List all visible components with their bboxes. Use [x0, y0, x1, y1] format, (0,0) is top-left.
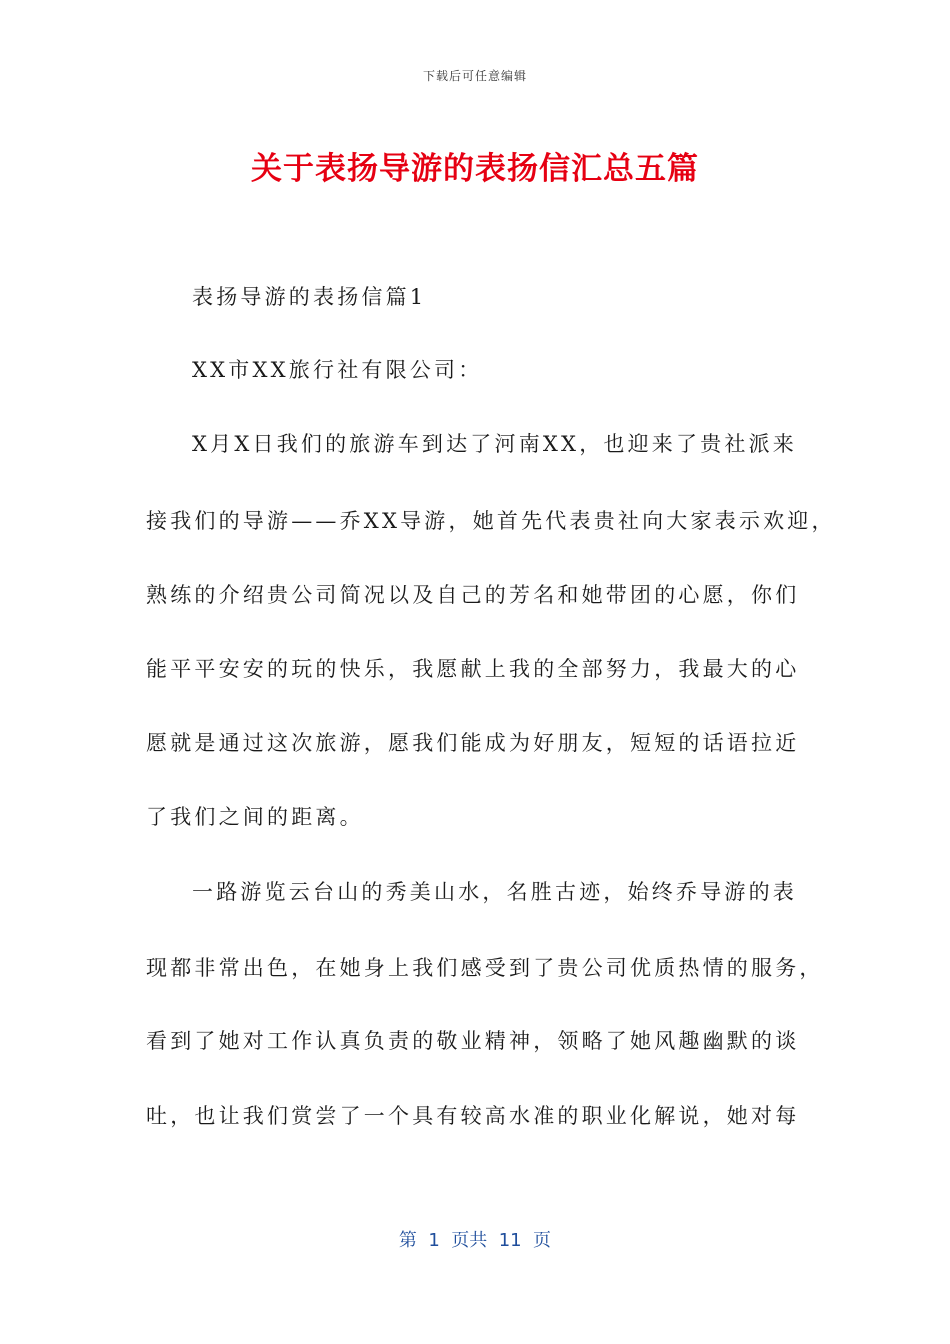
section-heading: 表扬导游的表扬信篇1: [192, 285, 427, 309]
document-title: 关于表扬导游的表扬信汇总五篇: [251, 151, 699, 187]
paragraph-line: 现都非常出色，在她身上我们感受到了贵公司优质热情的服务，: [146, 956, 824, 980]
paragraph-line: 熟练的介绍贵公司简况以及自己的芳名和她带团的心愿，你们: [146, 583, 800, 607]
paragraph-line: 了我们之间的距离。: [146, 805, 364, 829]
header-note: 下载后可任意编辑: [422, 69, 527, 83]
paragraph-line: X月X日我们的旅游车到达了河南XX，也迎来了贵社派来: [192, 432, 797, 456]
paragraph-line: 能平平安安的玩的快乐，我愿献上我的全部努力，我最大的心: [146, 657, 800, 681]
salutation: XX市XX旅行社有限公司：: [192, 358, 483, 382]
paragraph-line: 愿就是通过这次旅游，愿我们能成为好朋友，短短的话语拉近: [146, 731, 800, 755]
paragraph-line: 接我们的导游——乔XX导游，她首先代表贵社向大家表示欢迎，: [146, 509, 836, 533]
paragraph-line: 一路游览云台山的秀美山水，名胜古迹，始终乔导游的表: [192, 880, 797, 904]
paragraph-line: 吐，也让我们赏尝了一个具有较高水准的职业化解说，她对每: [146, 1104, 800, 1128]
page-number-footer: 第 1 页共 11 页: [398, 1230, 552, 1251]
paragraph-line: 看到了她对工作认真负责的敬业精神，领略了她风趣幽默的谈: [146, 1029, 800, 1053]
